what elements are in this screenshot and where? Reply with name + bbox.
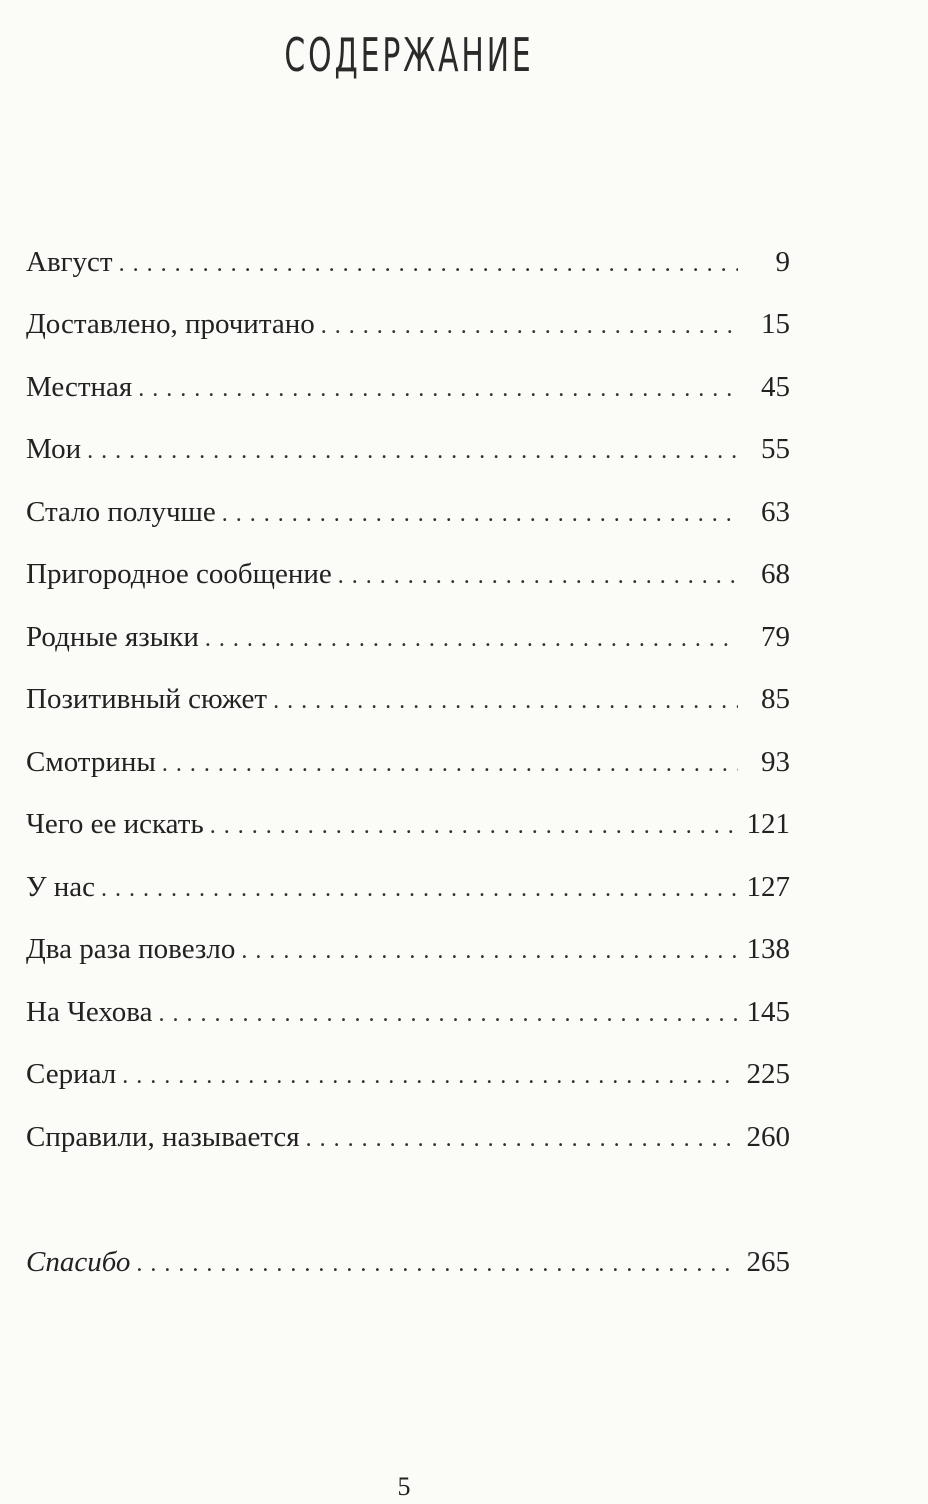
toc-leader-dots	[122, 1054, 738, 1098]
toc-entry-afterword	[26, 1240, 790, 1284]
toc-entry-title: Местная	[26, 371, 133, 403]
page-number: 5	[397, 1472, 411, 1501]
toc-entry-page: 127	[746, 871, 790, 903]
toc-entry-title: Родные языки	[26, 621, 199, 653]
toc-entry-page: 85	[761, 683, 790, 715]
toc-leader-dots	[241, 929, 738, 973]
toc-entry	[26, 490, 790, 534]
toc-entry-page: 145	[746, 996, 790, 1028]
toc-entry	[26, 927, 790, 971]
toc-entry-page: 138	[746, 933, 790, 965]
toc-leader-dots	[338, 554, 738, 598]
toc-entry	[26, 302, 790, 346]
toc-entry	[26, 427, 790, 471]
toc-entry-title: Два раза повезло	[26, 933, 236, 965]
toc-leader-dots	[101, 867, 738, 911]
toc-entry-title: Мои	[26, 433, 82, 465]
toc-entry-title: Позитивный сюжет	[26, 683, 268, 715]
toc-leader-dots	[210, 804, 738, 848]
toc-leader-dots	[119, 242, 738, 286]
toc-entry-title: Сериал	[26, 1058, 117, 1090]
toc-entry	[26, 240, 790, 284]
toc-entry-page: 93	[761, 746, 790, 778]
toc-entry-title: Спасибо	[26, 1246, 131, 1278]
toc-entry	[26, 1052, 790, 1096]
toc-entry	[26, 740, 790, 784]
toc-entry-title: Доставлено, прочитано	[26, 308, 315, 340]
toc-entry-page: 55	[761, 433, 790, 465]
toc-leader-dots	[205, 617, 738, 661]
toc-leader-dots	[87, 429, 738, 473]
toc-entry-title: Справили, называется	[26, 1121, 300, 1153]
toc-entry	[26, 552, 790, 596]
toc-entry	[26, 865, 790, 909]
toc-entry-title: На Чехова	[26, 996, 153, 1028]
toc-leader-dots	[138, 367, 738, 411]
toc-entry-page: 79	[761, 621, 790, 653]
toc-entry-page: 121	[746, 808, 790, 840]
toc-entry	[26, 1115, 790, 1159]
toc-entry	[26, 802, 790, 846]
toc-entry	[26, 365, 790, 409]
toc-entry-title: Чего ее искать	[26, 808, 204, 840]
toc-leader-dots	[306, 1117, 738, 1161]
toc-entry-title: Август	[26, 246, 113, 278]
toc-entry-title: Стало получше	[26, 496, 216, 528]
toc-entry-page: 9	[775, 246, 790, 278]
toc-entry	[26, 990, 790, 1034]
toc-leader-dots	[321, 304, 738, 348]
toc-leader-dots	[162, 742, 738, 786]
toc-entry-page: 260	[746, 1121, 790, 1153]
toc-entry-page: 68	[761, 558, 790, 590]
toc-entry-page: 15	[761, 308, 790, 340]
toc-entry-title: У нас	[26, 871, 96, 903]
toc-entry-page: 225	[746, 1058, 790, 1090]
toc-leader-dots	[222, 492, 738, 536]
toc-entry-title: Смотрины	[26, 746, 156, 778]
toc-leader-dots	[273, 679, 738, 723]
toc-entry	[26, 615, 790, 659]
toc-entry-page: 63	[761, 496, 790, 528]
toc-entry-title: Пригородное сообщение	[26, 558, 332, 590]
toc-entry	[26, 677, 790, 721]
page-title: СОДЕРЖАНИЕ	[284, 28, 534, 82]
toc-leader-dots	[158, 992, 738, 1036]
toc-entry-page: 265	[746, 1246, 790, 1278]
toc-leader-dots	[136, 1242, 738, 1286]
toc-entry-page: 45	[761, 371, 790, 403]
